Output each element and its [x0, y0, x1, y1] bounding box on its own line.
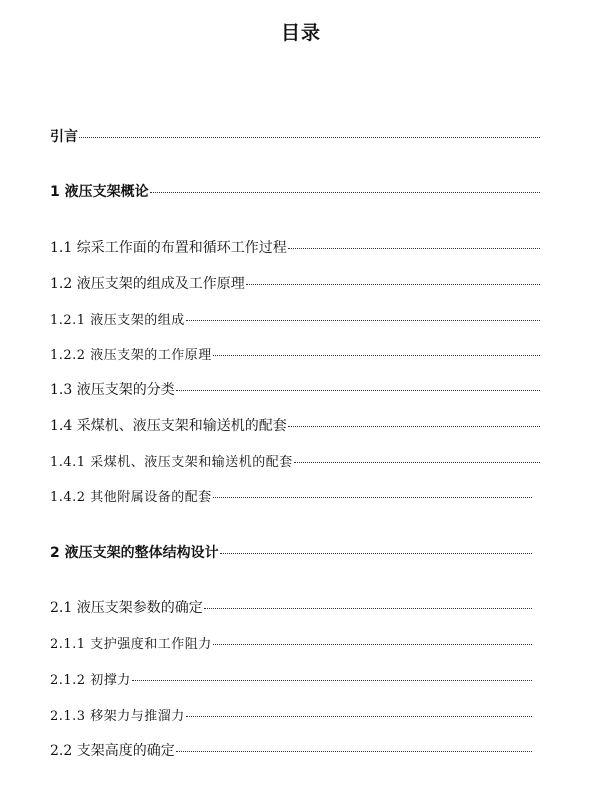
toc-entry-1-1[interactable]	[50, 237, 540, 257]
toc-entry-2-1-1[interactable]	[50, 633, 532, 653]
toc-entry-label: 1.4.1 采煤机、液压支架和输送机的配套	[50, 455, 293, 470]
toc-entry-label: 1.4 采煤机、液压支架和输送机的配套	[50, 418, 287, 434]
toc-entry-1-2-2[interactable]	[50, 344, 540, 364]
dot-leader	[213, 644, 532, 645]
toc-entry-intro[interactable]	[50, 126, 540, 146]
dot-leader	[246, 284, 540, 285]
toc-entry-1-4-2[interactable]	[50, 486, 532, 506]
toc-entry-label: 1.2 液压支架的组成及工作原理	[50, 276, 245, 292]
dot-leader	[79, 137, 540, 138]
toc-entry-2-1[interactable]	[50, 597, 532, 617]
toc-entry-label: 2.1.1 支护强度和工作阻力	[50, 637, 212, 652]
dot-leader	[204, 608, 532, 609]
toc-entry-label: 2.1.2 初撑力	[50, 673, 131, 688]
toc-entry-label: 1.2.2 液压支架的工作原理	[50, 348, 212, 363]
dot-leader	[288, 248, 540, 249]
toc-entry-2-2[interactable]	[50, 740, 532, 760]
toc-entry-label: 1.4.2 其他附属设备的配套	[50, 490, 212, 505]
toc-entry-1-2[interactable]	[50, 273, 540, 293]
dot-leader	[220, 553, 532, 554]
toc-entry-label: 2.1.3 移架力与推溜力	[50, 709, 185, 724]
toc-entry-2-1-2[interactable]	[50, 669, 532, 689]
toc-entry-label: 2 液压支架的整体结构设计	[50, 545, 219, 561]
toc-entry-label: 2.1 液压支架参数的确定	[50, 600, 203, 616]
toc-entry-label: 1.1 综采工作面的布置和循环工作过程	[50, 240, 287, 256]
toc-entry-label: 引言	[50, 129, 78, 145]
dot-leader	[186, 320, 540, 321]
toc-entry-1-4[interactable]	[50, 415, 540, 435]
toc-entry-chapter-2[interactable]	[50, 542, 532, 562]
toc-entry-label: 2.2 支架高度的确定	[50, 743, 175, 759]
dot-leader	[213, 497, 532, 498]
dot-leader	[132, 680, 532, 681]
dot-leader	[186, 716, 532, 717]
dot-leader	[294, 462, 540, 463]
toc-entry-label: 1.2.1 液压支架的组成	[50, 313, 185, 328]
toc-title: 目录	[280, 22, 321, 44]
toc-entry-1-3[interactable]	[50, 379, 540, 399]
dot-leader	[176, 390, 540, 391]
toc-entry-label: 1.3 液压支架的分类	[50, 382, 175, 398]
dot-leader	[213, 355, 540, 356]
toc-entry-1-2-1[interactable]	[50, 309, 540, 329]
toc-entry-2-1-3[interactable]	[50, 705, 532, 725]
dot-leader	[176, 751, 532, 752]
toc-entry-1-4-1[interactable]	[50, 451, 540, 471]
toc-entry-label: 1 液压支架概论	[50, 184, 149, 200]
toc-entry-chapter-1[interactable]	[50, 181, 540, 201]
dot-leader	[150, 192, 540, 193]
dot-leader	[288, 426, 540, 427]
